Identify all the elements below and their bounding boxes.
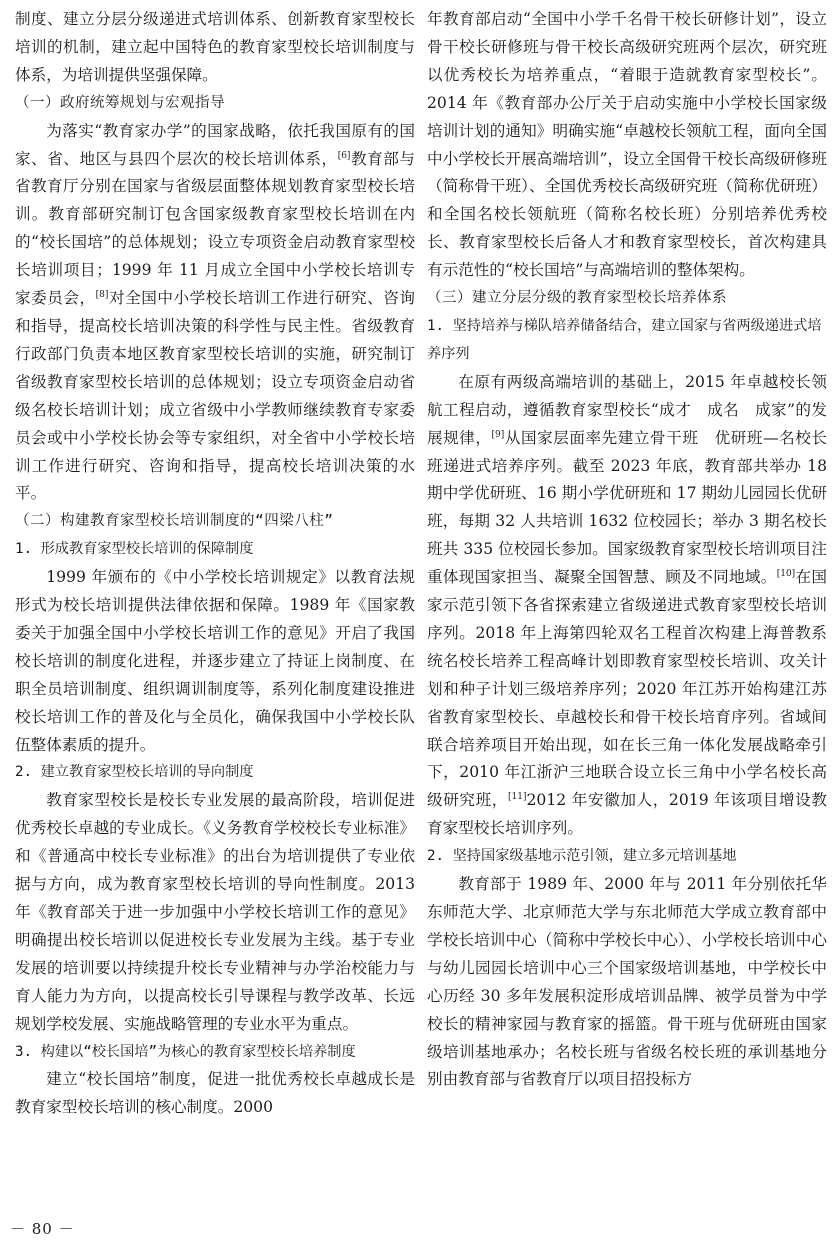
subsection-heading-2: 2. 建立教育家型校长培训的导向制度: [15, 764, 254, 781]
paragraph-text: 对全国中小学校长培训工作进行研究、咨询和指导，提高校长培训决策的科学性与民主性。省级教育行政部门负责本地区教育家型校长培训的实施，研究制订省级教育家型校长培训的总体规划；设立专项资金启动省级名校长培训计划；成立省级中小学教师继续教育专家委员会或中小学校长协会等专家组织，对全省中小学校长培训工作进行研究、咨询和指导，提高校长培训决策的水平。: [15, 289, 415, 503]
paragraph-text: 为落实“教育家办学”的国家战略，依托我国原有的国家、省、地区与县四个层次的校长培训体系，: [15, 121, 415, 168]
paragraph-government-planning: [15, 118, 415, 509]
paragraph-text: 2012 年安徽加人，2019 年该项目增设教育家型校长培训序列。: [427, 791, 827, 838]
paragraph-text: 在原有两级高端培训的基础上，2015 年卓越校长领航工程启动，遵循教育家型校长“成才 成名 成家”的发展规律，: [427, 372, 827, 447]
page-number: － 80 －: [10, 1220, 75, 1238]
paragraph-continued: 制度、建立分层分级递进式培训体系、创新教育家型校长培训的机制，建立起中国特色的教育家型校长培训制度与体系，为培训提供坚强保障。: [15, 10, 415, 84]
paragraph-text: 在国家示范引领下各省探索建立省级递进式教育家型校长培训序列。2018 年上海第四轮双名工程首次构建上海普教系统名校长培养工程高峰计划即教育家型校长培训、攻关计划和种子计划三级培养序列；2020 年江苏开始构建江苏省教育家型校长、卓越校长和骨干校长培育序列。省域间联合培养项目开始出现，如在长三角一体化发展战略牵引下，2010 年江浙沪三地联合设立长三角中小学名校长高级研究班，: [427, 568, 827, 810]
citation-9: [9]: [491, 429, 505, 440]
citation-6: [6]: [337, 150, 351, 161]
paragraph-guidance-system: 教育家型校长是校长专业发展的最高阶段，培训促进优秀校长卓越的专业成长。《义务教育学校校长专业标准》和《普通高中校长专业标准》的出台为培训提供了专业依据与方向，成为教育家型校长培训的导向性制度。2013 年《教育部关于进一步加强中小学校长培训工作的意见》明确提出校长培训以促进校长专业发展为主线。基于专业发展的培训要以持续提升校长专业精神与办学治校能力与育人能力为方向，以提高校长引导课程与教学改革、长远规划学校发展、实施战略管理的专业水平为重点。: [15, 791, 415, 1033]
paragraph-training-bases: 教育部于 1989 年、2000 年与 2011 年分别依托华东师范大学、北京师范大学与东北师范大学成立教育部中学校长培训中心（简称中学校长中心）、小学校长培训中心与幼儿园园长培训中心三个国家级培训基地，中学校长中心历经 30 多年发展积淀形成培训品牌、被学员誉为中学校长的精神家园与教育家的摇篮。骨干班与优研班由国家级培训基地承办；名校长班与省级名校长班的承训基地分别由教育部与省教育厅以项目招投标方: [427, 875, 827, 1089]
citation-10: [10]: [776, 569, 796, 580]
subsection-heading-3: 3. 构建以“校长国培”为核心的教育家型校长培养制度: [15, 1043, 356, 1060]
section-heading-1: （一）政府统筹规划与宏观指导: [15, 94, 225, 111]
subsection-heading-4: 1. 坚持培养与梯队培养储备结合，建立国家与省两级递进式培养序列: [427, 317, 822, 362]
paragraph-text: 从国家层面率先建立骨干班 优研班—名校长班递进式培养序列。截至 2023 年底，教育部共举办 18 期中学优研班、16 期小学优研班和 17 期幼儿园园长优研班，每期 32 人共培训 1632 位校园长；举办 3 期名校长班共 335 位校园长参加。国家级教育家型校长培训项目注重体现国家担当、凝聚全国智慧、顾及不同地域。: [427, 428, 827, 587]
citation-11: [11]: [508, 792, 527, 803]
paragraph-national-training-continued: 年教育部启动“全国中小学千名骨干校长研修计划”，设立骨干校长研修班与骨干校长高级研究班两个层次，研究班以优秀校长为培养重点，“着眼于造就教育家型校长”。2014 年《教育部办公厅关于启动实施中小学校长国家级培训计划的通知》明确实施“卓越校长领航工程，面向全国中小学校长开展高端培训”，设立全国骨干校长高级研修班（简称骨干班）、全国优秀校长高级研究班（简称优研班）和全国名校长领航班（简称名校长班）分别培养优秀校长、教育家型校长后备人才和教育家型校长，首次构建具有示范性的“校长国培”与高端培训的整体架构。: [427, 10, 827, 280]
left-column: [15, 6, 415, 1122]
section-heading-3: （三）建立分层分级的教育家型校长培养体系: [427, 290, 727, 307]
section-heading-2: （二）构建教育家型校长培训制度的“四梁八柱”: [15, 513, 334, 530]
citation-8: [8]: [95, 290, 109, 301]
paragraph-tiered-sequence: [427, 369, 827, 843]
subsection-heading-1: 1. 形成教育家型校长培训的保障制度: [15, 541, 254, 558]
right-column: [427, 6, 827, 1094]
paragraph-national-training: 建立“校长国培”制度，促进一批优秀校长卓越成长是教育家型校长培训的核心制度。2000: [15, 1070, 415, 1117]
paragraph-guarantee-system: 1999 年颁布的《中小学校长培训规定》以教育法规形式为校长培训提供法律依据和保障。1989 年《国家教委关于加强全国中小学校长培训工作的意见》开启了我国校长培训的制度化进程，并逐步建立了持证上岗制度、在职全员培训制度、组织调训制度等，系列化制度建设推进校长培训工作的普及化与全员化，确保我国中小学校长队伍整体素质的提升。: [15, 568, 415, 754]
subsection-heading-5: 2. 坚持国家级基地示范引领，建立多元培训基地: [427, 848, 737, 865]
paragraph-text: 教育部与省教育厅分别在国家与省级层面整体规划教育家型校长培训。教育部研究制订包含国家级教育家型校长培训在内的“校长国培”的总体规划；设立专项资金启动教育家型校长培训项目；1999 年 11 月成立全国中小学校长培训专家委员会，: [15, 149, 415, 308]
